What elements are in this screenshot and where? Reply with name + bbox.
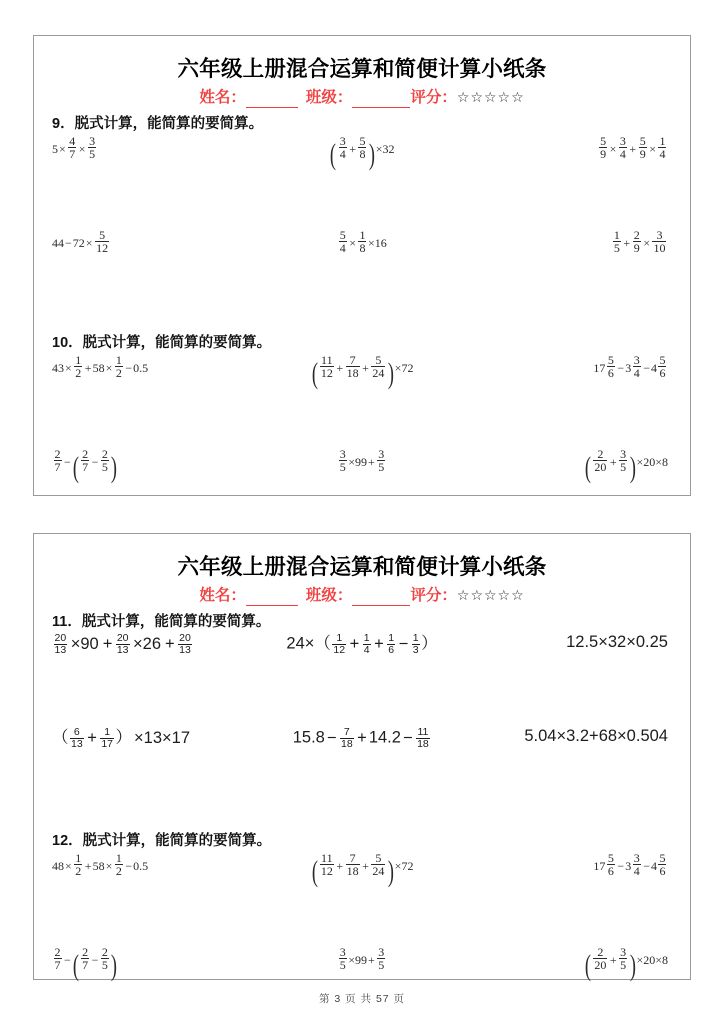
worksheet-title-1: 六年级上册混合运算和简便计算小纸条 bbox=[177, 57, 547, 81]
class-label-1: 班级： bbox=[305, 89, 353, 106]
problem-row-11a bbox=[48, 633, 676, 685]
name-label-2: 姓名： bbox=[199, 587, 246, 604]
name-label-1: 姓名： bbox=[199, 89, 246, 106]
problem-row-10b bbox=[48, 448, 676, 500]
expr-9-2: ( $\frac{3}{4}$ + $\frac{5}{8}$ )×32 bbox=[330, 134, 395, 171]
problem-11-5 bbox=[257, 727, 466, 779]
score-stars-1[interactable]: ☆☆☆☆☆ bbox=[456, 90, 525, 106]
problem-10-3 bbox=[467, 354, 676, 406]
class-blank-1[interactable] bbox=[352, 89, 410, 108]
expr-11-6: 5.04×3.2+68×0.504 bbox=[524, 727, 668, 746]
expr-11-3: 12.5×32×0.25 bbox=[566, 633, 668, 652]
expr-9-1: 5× $\frac{4}{7}$ × $\frac{3}{5}$ bbox=[52, 134, 96, 162]
problem-10-6 bbox=[467, 448, 676, 500]
section-heading-10: 10．脱式计算，能简算的要简算。 bbox=[52, 335, 272, 351]
expr-12-3: 17 $\frac{5}{6}$ −3 $\frac{3}{4}$ −4 $\frac{5}{6}$ bbox=[593, 851, 666, 879]
expr-10-4: $\frac{2}{7}$ −( $\frac{2}{7}$ − $\frac{2}{5}$ ) bbox=[54, 447, 118, 484]
class-blank-2[interactable] bbox=[352, 587, 410, 606]
problem-9-1 bbox=[48, 135, 257, 187]
expr-10-6: ( $\frac{2}{20}$ + $\frac{3}{5}$ )×20×8 bbox=[584, 447, 668, 484]
expr-12-1: 48× $\frac{1}{2}$ +58× $\frac{1}{2}$ −0.5 bbox=[52, 851, 149, 879]
expr-12-4: $\frac{2}{7}$ −( $\frac{2}{7}$ − $\frac{2}{5}$ ) bbox=[54, 945, 118, 982]
score-stars-2[interactable]: ☆☆☆☆☆ bbox=[456, 588, 525, 604]
class-label-2: 班级： bbox=[305, 587, 353, 604]
expr-9-6: $\frac{1}{5}$ + $\frac{2}{9}$ × $\frac{3}{10}$ bbox=[613, 228, 666, 256]
expr-11-2: 24×（ $\frac{1}{12}$ + $\frac{1}{4}$ + $\frac{1}{6}$ − $\frac{1}{3}$ ） bbox=[286, 632, 438, 656]
problem-9-4 bbox=[48, 229, 257, 281]
expr-12-6: ( $\frac{2}{20}$ + $\frac{3}{5}$ )×20×8 bbox=[584, 945, 668, 982]
problem-11-6 bbox=[467, 727, 676, 779]
expr-10-2: ( $\frac{11}{12}$ + $\frac{7}{18}$ + $\frac{5}{24}$ )×72 bbox=[311, 353, 414, 390]
expr-10-3: 17 $\frac{5}{6}$ −3 $\frac{3}{4}$ −4 $\frac{5}{6}$ bbox=[593, 353, 666, 381]
expr-11-4: （ $\frac{6}{13}$ + $\frac{1}{17}$ ） ×13×17 bbox=[52, 726, 190, 750]
score-label-1: 评分： bbox=[410, 89, 457, 106]
expr-12-5: $\frac{3}{5}$ ×99+ $\frac{3}{5}$ bbox=[339, 945, 385, 973]
page-footer: 第 3 页 共 57 页 bbox=[318, 993, 406, 1005]
name-blank-2[interactable] bbox=[246, 587, 298, 606]
score-label-2: 评分： bbox=[410, 587, 457, 604]
problem-11-4 bbox=[48, 727, 257, 779]
expr-9-3: $\frac{5}{9}$ × $\frac{3}{4}$ + $\frac{5}{9}$ × $\frac{1}{4}$ bbox=[600, 134, 666, 162]
problem-12-1 bbox=[48, 852, 257, 904]
expr-10-1: 43× $\frac{1}{2}$ +58× $\frac{1}{2}$ −0.5 bbox=[52, 353, 149, 381]
problem-12-3 bbox=[467, 852, 676, 904]
problem-12-2 bbox=[257, 852, 466, 904]
problem-10-2 bbox=[257, 354, 466, 406]
expr-11-1: $\frac{20}{13}$ ×90 + $\frac{20}{13}$ ×26 + $\frac{20}{13}$ bbox=[54, 632, 191, 656]
worksheet-card-1 bbox=[33, 35, 691, 496]
problem-row-10a bbox=[48, 354, 676, 406]
problem-row-12a bbox=[48, 852, 676, 904]
problem-11-3 bbox=[467, 633, 676, 685]
name-blank-1[interactable] bbox=[246, 89, 298, 108]
problem-row-9a bbox=[48, 135, 676, 187]
worksheet-meta-1 bbox=[48, 85, 676, 108]
section-heading-11: 11．脱式计算，能简算的要简算。 bbox=[52, 614, 271, 630]
problem-9-3 bbox=[467, 135, 676, 187]
problem-10-4 bbox=[48, 448, 257, 500]
expr-9-5: $\frac{5}{4}$ × $\frac{1}{8}$ ×16 bbox=[339, 228, 387, 256]
problem-11-2 bbox=[257, 633, 466, 685]
worksheet-title-2: 六年级上册混合运算和简便计算小纸条 bbox=[177, 555, 547, 579]
expr-10-5: $\frac{3}{5}$ ×99+ $\frac{3}{5}$ bbox=[339, 447, 385, 475]
problem-9-5 bbox=[257, 229, 466, 281]
problem-9-2 bbox=[257, 135, 466, 187]
problem-row-9b bbox=[48, 229, 676, 281]
problem-9-6 bbox=[467, 229, 676, 281]
section-heading-12: 12．脱式计算，能简算的要简算。 bbox=[52, 833, 272, 849]
expr-9-4: 44−72× $\frac{5}{12}$ bbox=[52, 228, 109, 256]
worksheet-card-2 bbox=[33, 533, 691, 980]
problem-row-11b bbox=[48, 727, 676, 779]
problem-10-1 bbox=[48, 354, 257, 406]
expr-11-5: 15.8 − $\frac{7}{18}$ + 14.2 − $\frac{11}{18}$ bbox=[292, 726, 429, 750]
worksheet-meta-2 bbox=[48, 583, 676, 606]
problem-11-1 bbox=[48, 633, 257, 685]
expr-12-2: ( $\frac{11}{12}$ + $\frac{7}{18}$ + $\frac{5}{24}$ )×72 bbox=[311, 851, 414, 888]
section-heading-9: 9．脱式计算，能简算的要简算。 bbox=[52, 116, 264, 132]
problem-10-5 bbox=[257, 448, 466, 500]
